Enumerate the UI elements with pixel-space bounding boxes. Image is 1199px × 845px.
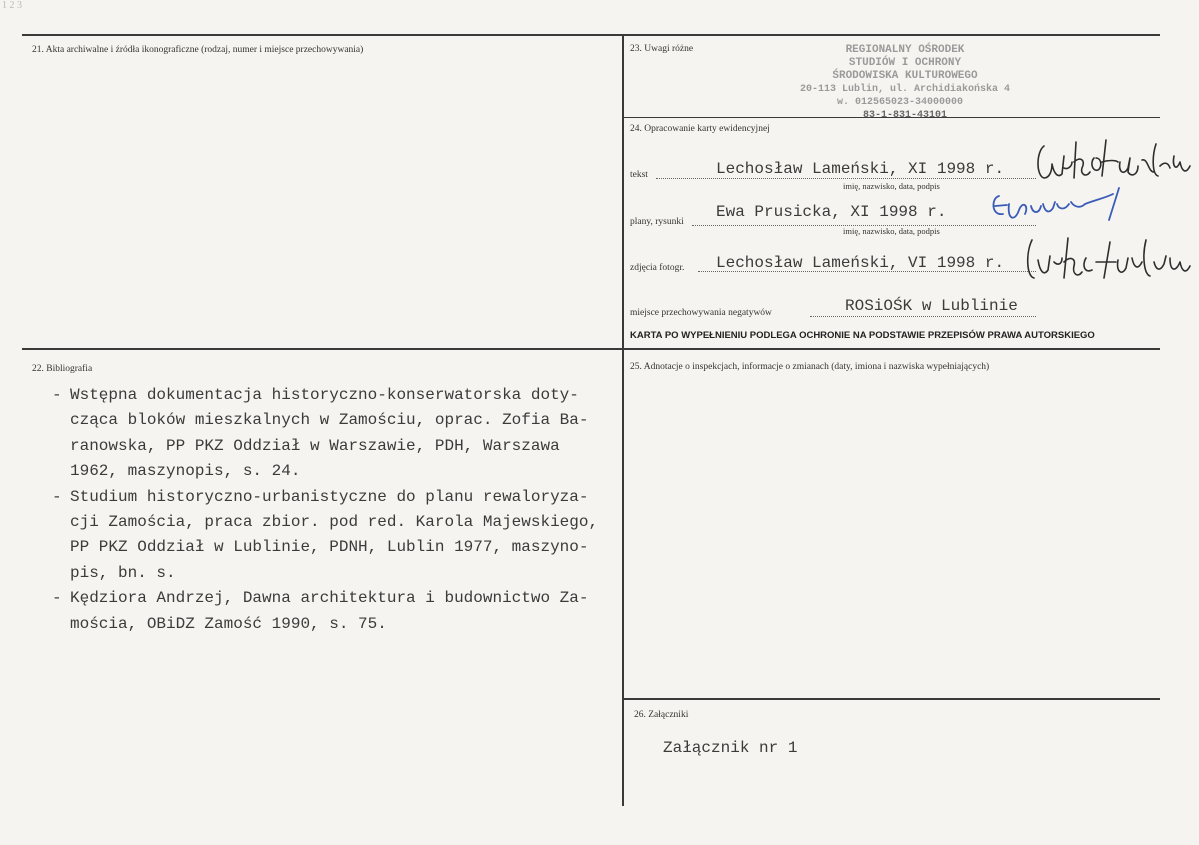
signature-prusicka xyxy=(985,180,1135,230)
row-text-dotline xyxy=(656,178,1036,179)
stamp-line-3: ŚRODOWISKA KULTUROWEGO xyxy=(832,70,978,82)
negatives-value: ROSiOŚK w Lublinie xyxy=(845,297,1018,315)
list-dash: - xyxy=(52,589,62,608)
bibliography-list xyxy=(52,383,627,637)
section-23-label: 23. Uwagi różne xyxy=(630,44,694,54)
row-plans-label: plany, rysunki xyxy=(630,217,684,227)
row-text-caption: imię, nazwisko, data, podpis xyxy=(843,181,940,191)
section-22-label: 22. Bibliografia xyxy=(32,364,93,374)
negatives-label: miejsce przechowywania negatywów xyxy=(630,308,772,318)
signature-lamenski-2 xyxy=(1020,232,1195,288)
row-text-value: Lechosław Lameński, XI 1998 r. xyxy=(716,160,1005,178)
stamp-line-4: 20-113 Lublin, ul. Archidiakońska 4 xyxy=(799,84,1011,95)
section-25-label: 25. Adnotacje o inspekcjach, informacje o zmianach (daty, imiona i nazwiska wypełniających) xyxy=(630,362,990,372)
list-dash: - xyxy=(52,487,62,506)
section-24-label: 24. Opracowanie karty ewidencyjnej xyxy=(630,124,770,134)
row-plans-caption: imię, nazwisko, data, podpis xyxy=(843,226,940,236)
institution-stamp xyxy=(785,44,1025,122)
stamp-line-6: 83-1-831-43101 xyxy=(862,110,947,121)
list-dash: - xyxy=(52,386,62,404)
stamp-line-2: STUDIÓW I OCHRONY xyxy=(848,57,962,69)
section-26-label: 26. Załączniki xyxy=(634,710,689,720)
bibliography-item xyxy=(52,586,627,637)
bibliography-item-text: Wstępna dokumentacja historyczno-konserwatorska doty- cząca bloków mieszkalnych w Zamościu, oprac. Zofia Ba- ranowska, PP PKZ Oddział w Warszawie, PDH, Warszawa 1962, maszynopis, s. 24. xyxy=(70,386,589,481)
bibliography-item xyxy=(52,485,627,587)
row-photos-label: zdjęcia fotogr. xyxy=(630,263,685,273)
s25-s26-divider xyxy=(624,698,1160,700)
row-photos-value: Lechosław Lameński, VI 1998 r. xyxy=(716,254,1005,272)
copyright-notice: KARTA PO WYPEŁNIENIU PODLEGA OCHRONIE NA PODSTAWIE PRZEPISÓW PRAWA AUTORSKIEGO xyxy=(630,330,1095,341)
bibliography-item-text: Studium historyczno-urbanistyczne do planu rewaloryza- cji Zamościa, praca zbior. pod red. Karola Majewskiego, PP PKZ Oddział w Lublinie, PDNH, Lublin 1977, maszyno- pis, bn. s. xyxy=(70,487,599,582)
row-text-label: tekst xyxy=(630,170,648,180)
bibliography-item-text: Kędziora Andrzej, Dawna architektura i budownictwo Za- mościa, OBiDZ Zamość 1990, s. 75. xyxy=(70,589,589,633)
bibliography-item xyxy=(52,383,627,485)
negatives-dotline xyxy=(810,316,1036,317)
top-border xyxy=(22,34,1160,36)
stamp-line-1: REGIONALNY OŚRODEK xyxy=(845,44,965,56)
corner-mark: 1 2 3 xyxy=(2,0,22,11)
row-plans-value: Ewa Prusicka, XI 1998 r. xyxy=(716,203,947,221)
attachment-value: Załącznik nr 1 xyxy=(663,739,798,757)
middle-border xyxy=(22,348,1160,350)
section-21-label: 21. Akta archiwalne i źródła ikonograficzne (rodzaj, numer i miejsce przechowywania) xyxy=(32,45,364,55)
stamp-line-5: w. 012565023-34000000 xyxy=(836,97,964,108)
